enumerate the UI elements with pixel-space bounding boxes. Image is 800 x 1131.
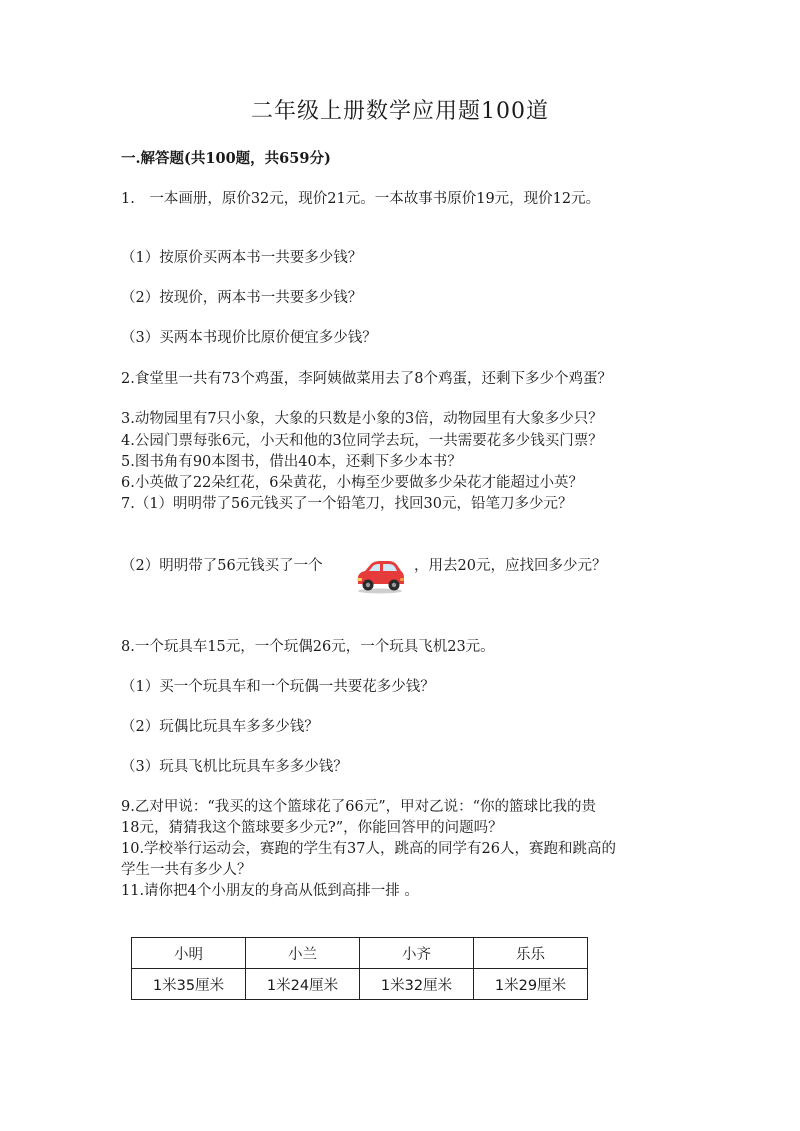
problem-9-line-1: 9.乙对甲说：“我买的这个篮球花了66元”，甲对乙说：“你的篮球比我的贵 (121, 799, 597, 815)
problem-10-line-1: 10.学校举行运动会，赛跑的学生有37人，跳高的同学有26人，赛跑和跳高的 (121, 841, 616, 857)
table-cell-name: 小明 (132, 938, 246, 969)
problem-3: 3.动物园里有7只小象，大象的只数是小象的3倍，动物园里有大象多少只？ (121, 411, 603, 427)
toy-car-icon (354, 556, 406, 594)
height-table (131, 937, 588, 1000)
problem-10-line-2: 学生一共有多少人？ (121, 862, 252, 878)
table-cell-name: 乐乐 (474, 938, 588, 969)
section-heading: 一.解答题(共100题，共659分) (121, 150, 331, 167)
problem-8-question-1: （1）买一个玩具车和一个玩偶一共要花多少钱？ (121, 679, 435, 695)
problem-8: 8.一个玩具车15元，一个玩偶26元，一个玩具飞机23元。 (121, 639, 495, 655)
table-cell-height: 1米32厘米 (360, 969, 474, 1000)
problem-5: 5.图书角有90本图书，借出40本，还剩下多少本书？ (121, 454, 462, 470)
problem-6: 6.小英做了22朵红花，6朵黄花，小梅至少要做多少朵花才能超过小英？ (121, 475, 584, 491)
problem-9-line-2: 18元，猜猜我这个篮球要多少元?”，你能回答甲的问题吗？ (121, 820, 503, 836)
problem-7-question-2-start: （2）明明带了56元钱买了一个 (121, 558, 323, 574)
table-cell-name: 小兰 (246, 938, 360, 969)
problem-8-question-3: （3）玩具飞机比玩具车多多少钱？ (121, 759, 348, 775)
problem-1: 1. 一本画册，原价32元，现价21元。一本故事书原价19元，现价12元。 (121, 191, 601, 207)
problem-2: 2.食堂里一共有73个鸡蛋，李阿姨做菜用去了8个鸡蛋，还剩下多少个鸡蛋？ (121, 371, 613, 387)
problem-7-question-1: 7.（1）明明带了56元钱买了一个铅笔刀，找回30元，铅笔刀多少元？ (121, 496, 573, 512)
page-title: 二年级上册数学应用题100道 (251, 99, 549, 124)
problem-4: 4.公园门票每张6元，小天和他的3位同学去玩，一共需要花多少钱买门票？ (121, 433, 603, 449)
table-cell-name: 小齐 (360, 938, 474, 969)
problem-1-question-2: （2）按现价，两本书一共要多少钱？ (121, 290, 363, 306)
problem-11: 11.请你把4个小朋友的身高从低到高排一排 。 (121, 883, 419, 899)
problem-1-question-3: （3）买两本书现价比原价便宜多少钱？ (121, 330, 377, 346)
table-cell-height: 1米29厘米 (474, 969, 588, 1000)
table-cell-height: 1米35厘米 (132, 969, 246, 1000)
table-row (132, 969, 588, 1000)
table-header-row (132, 938, 588, 969)
problem-8-question-2: （2）玩偶比玩具车多多少钱？ (121, 719, 319, 735)
table-cell-height: 1米24厘米 (246, 969, 360, 1000)
problem-1-question-1: （1）按原价买两本书一共要多少钱？ (121, 250, 363, 266)
problem-7-question-2-end: ，用去20元，应找回多少元？ (414, 558, 607, 574)
